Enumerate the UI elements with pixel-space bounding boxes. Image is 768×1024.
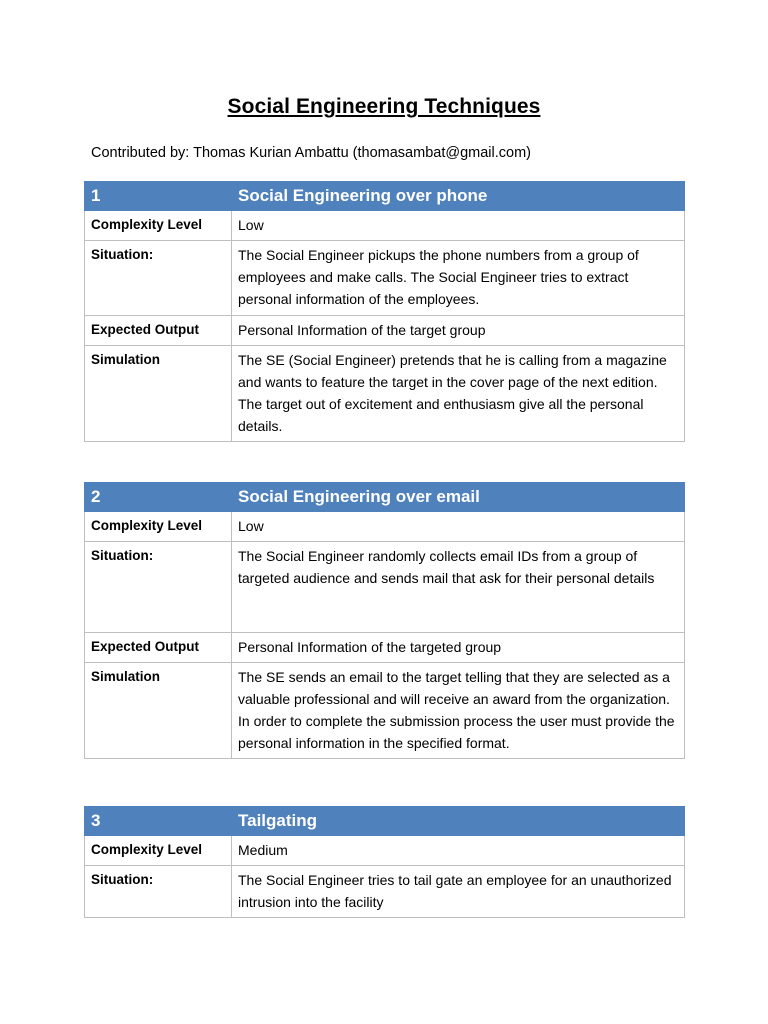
- technique-name: Tailgating: [232, 807, 685, 836]
- row-label: Situation:: [85, 866, 232, 918]
- table-row: [85, 663, 685, 759]
- row-value: Medium: [232, 836, 685, 866]
- table-row: [85, 316, 685, 346]
- row-value: Personal Information of the target group: [232, 316, 685, 346]
- technique-table-3: [84, 806, 685, 918]
- technique-header: [85, 483, 685, 512]
- row-label: Simulation: [85, 346, 232, 442]
- table-row: [85, 512, 685, 542]
- row-label: Expected Output: [85, 316, 232, 346]
- technique-number: 2: [85, 483, 232, 512]
- row-label: Complexity Level: [85, 836, 232, 866]
- row-value: The Social Engineer tries to tail gate an employee for an unauthorized intrusion into the facility: [232, 866, 685, 918]
- technique-table-2: [84, 482, 685, 759]
- row-label: Complexity Level: [85, 211, 232, 241]
- table-row: [85, 866, 685, 918]
- row-value: Personal Information of the targeted group: [232, 633, 685, 663]
- table-row: [85, 542, 685, 633]
- page-title: Social Engineering Techniques: [227, 95, 541, 118]
- technique-number: 1: [85, 182, 232, 211]
- table-row: [85, 346, 685, 442]
- table-row: [85, 836, 685, 866]
- technique-table-1: [84, 181, 685, 442]
- table-row: [85, 241, 685, 316]
- technique-number: 3: [85, 807, 232, 836]
- table-row: [85, 633, 685, 663]
- row-label: Expected Output: [85, 633, 232, 663]
- technique-header: [85, 807, 685, 836]
- technique-header: [85, 182, 685, 211]
- row-value: The SE (Social Engineer) pretends that he is calling from a magazine and wants to feature the target in the cover page of the next edition. The target out of excitement and enthusiasm give all the personal details.: [232, 346, 685, 442]
- row-value: Low: [232, 211, 685, 241]
- row-value: The SE sends an email to the target telling that they are selected as a valuable professional and will receive an award from the organization. In order to complete the submission process the user must provide the personal information in the specified format.: [232, 663, 685, 759]
- row-value: The Social Engineer pickups the phone numbers from a group of employees and make calls. The Social Engineer tries to extract personal information of the employees.: [232, 241, 685, 316]
- technique-name: Social Engineering over email: [232, 483, 685, 512]
- row-label: Complexity Level: [85, 512, 232, 542]
- row-value: The Social Engineer randomly collects email IDs from a group of targeted audience and sends mail that ask for their personal details: [232, 542, 685, 633]
- row-value: Low: [232, 512, 685, 542]
- technique-name: Social Engineering over phone: [232, 182, 685, 211]
- row-label: Simulation: [85, 663, 232, 759]
- table-row: [85, 211, 685, 241]
- contributor-line: Contributed by: Thomas Kurian Ambattu (thomasambat@gmail.com): [91, 145, 531, 161]
- row-label: Situation:: [85, 542, 232, 633]
- row-label: Situation:: [85, 241, 232, 316]
